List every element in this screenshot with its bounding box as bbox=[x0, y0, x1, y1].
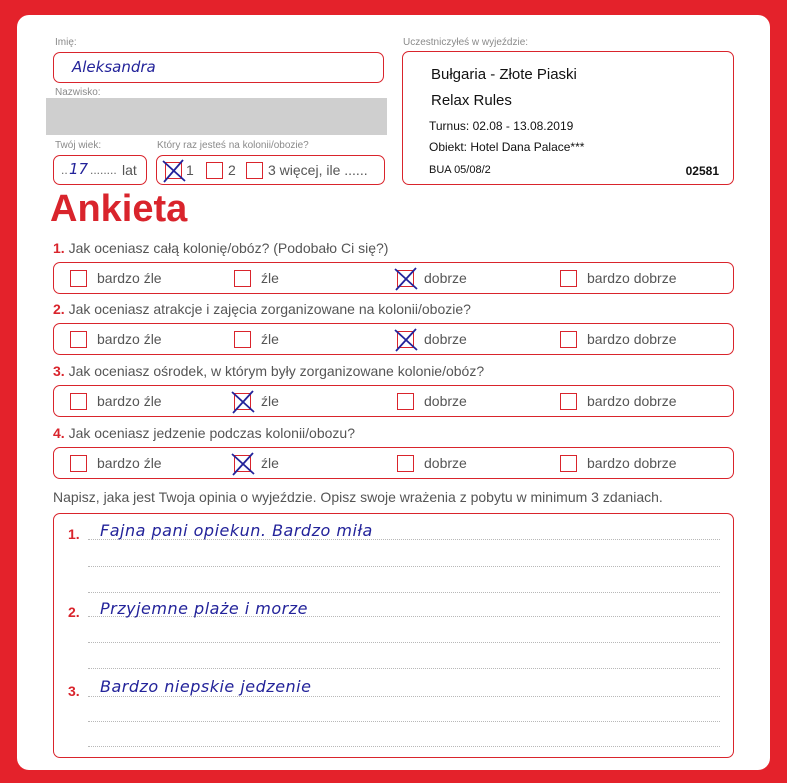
writing-line bbox=[88, 668, 720, 669]
times-label: Który raz jesteś na kolonii/obozie? bbox=[157, 140, 309, 151]
check-mark-icon bbox=[393, 266, 419, 292]
trip-code: BUA 05/08/2 bbox=[429, 164, 491, 176]
writing-line bbox=[88, 746, 720, 747]
trip-number: 02581 bbox=[685, 164, 719, 178]
question-1-checkbox-4[interactable] bbox=[560, 270, 577, 287]
question-4-checkbox-3[interactable] bbox=[397, 455, 414, 472]
age-value: 17 bbox=[69, 160, 89, 178]
answer-3-text: Bardzo niepskie jedzenie bbox=[100, 677, 312, 696]
question-1-option-2-label: źle bbox=[261, 270, 279, 286]
question-3-checkbox-4[interactable] bbox=[560, 393, 577, 410]
times-checkbox-1[interactable] bbox=[165, 162, 182, 179]
question-4-checkbox-4[interactable] bbox=[560, 455, 577, 472]
question-3-text bbox=[53, 363, 484, 379]
question-2-text bbox=[53, 301, 471, 317]
question-3-number: 3. bbox=[53, 363, 65, 379]
trip-destination: Bułgaria - Złote Piaski bbox=[431, 66, 577, 83]
question-3-label: Jak oceniasz ośrodek, w którym były zorganizowane kolonie/obóz? bbox=[68, 363, 485, 379]
question-3-option-1-label: bardzo źle bbox=[97, 393, 162, 409]
question-3-checkbox-3[interactable] bbox=[397, 393, 414, 410]
question-4-text bbox=[53, 425, 355, 441]
check-mark-icon bbox=[230, 389, 256, 415]
age-label: Twój wiek: bbox=[55, 140, 102, 151]
question-2-label: Jak oceniasz atrakcje i zajęcia zorganizowane na kolonii/obozie? bbox=[68, 301, 471, 317]
question-4-option-4-label: bardzo dobrze bbox=[587, 455, 677, 471]
opinion-prompt: Napisz, jaka jest Twoja opinia o wyjeździe. Opisz swoje wrażenia z pobytu w minimum 3 zdaniach. bbox=[53, 489, 663, 505]
name-value: Aleksandra bbox=[72, 58, 156, 76]
survey-title: Ankieta bbox=[50, 188, 188, 230]
name-field[interactable] bbox=[53, 52, 384, 83]
question-2-number: 2. bbox=[53, 301, 65, 317]
question-3-checkbox-1[interactable] bbox=[70, 393, 87, 410]
question-4-option-1-label: bardzo źle bbox=[97, 455, 162, 471]
times-option-3-label: 3 więcej, ile ...... bbox=[268, 162, 368, 178]
writing-line bbox=[88, 566, 720, 567]
question-3-checkbox-2[interactable] bbox=[234, 393, 251, 410]
question-2-option-1-label: bardzo źle bbox=[97, 331, 162, 347]
question-3-option-2-label: źle bbox=[261, 393, 279, 409]
name-label: Imię: bbox=[55, 37, 77, 48]
age-field[interactable]: .. 17 ........ lat bbox=[53, 155, 147, 185]
question-4-option-3-label: dobrze bbox=[424, 455, 467, 471]
answer-3-number: 3. bbox=[68, 683, 80, 699]
question-1-option-3-label: dobrze bbox=[424, 270, 467, 286]
answer-1-text: Fajna pani opiekun. Bardzo miła bbox=[100, 521, 373, 540]
check-mark-icon bbox=[393, 327, 419, 353]
trip-info-box bbox=[402, 51, 734, 185]
question-3-option-3-label: dobrze bbox=[424, 393, 467, 409]
trip-obiekt: Obiekt: Hotel Dana Palace*** bbox=[429, 140, 585, 154]
question-1-checkbox-2[interactable] bbox=[234, 270, 251, 287]
question-1-text bbox=[53, 240, 388, 256]
surname-redacted bbox=[46, 98, 387, 135]
question-4-number: 4. bbox=[53, 425, 65, 441]
question-4-checkbox-2[interactable] bbox=[234, 455, 251, 472]
question-1-label: Jak oceniasz całą kolonię/obóz? (Podobało Ci się?) bbox=[68, 240, 389, 256]
question-4-checkbox-1[interactable] bbox=[70, 455, 87, 472]
question-3-option-4-label: bardzo dobrze bbox=[587, 393, 677, 409]
check-mark-icon bbox=[230, 451, 256, 477]
question-1-checkbox-3[interactable] bbox=[397, 270, 414, 287]
question-1-number: 1. bbox=[53, 240, 65, 256]
question-4-option-2-label: źle bbox=[261, 455, 279, 471]
question-2-option-3-label: dobrze bbox=[424, 331, 467, 347]
writing-line bbox=[88, 592, 720, 593]
writing-line bbox=[88, 721, 720, 722]
question-2-checkbox-3[interactable] bbox=[397, 331, 414, 348]
question-2-checkbox-1[interactable] bbox=[70, 331, 87, 348]
times-field bbox=[156, 155, 385, 185]
question-2-checkbox-2[interactable] bbox=[234, 331, 251, 348]
question-2-option-2-label: źle bbox=[261, 331, 279, 347]
times-option-1-label: 1 bbox=[186, 162, 194, 178]
answer-2-text: Przyjemne plaże i morze bbox=[100, 599, 308, 618]
question-1-option-4-label: bardzo dobrze bbox=[587, 270, 677, 286]
question-2-checkbox-4[interactable] bbox=[560, 331, 577, 348]
surname-label: Nazwisko: bbox=[55, 87, 101, 98]
times-option-2-label: 2 bbox=[228, 162, 236, 178]
question-1-option-1-label: bardzo źle bbox=[97, 270, 162, 286]
participant-label: Uczestniczyłeś w wyjeździe: bbox=[403, 37, 529, 48]
question-2-option-4-label: bardzo dobrze bbox=[587, 331, 677, 347]
writing-line bbox=[88, 642, 720, 643]
times-checkbox-2[interactable] bbox=[206, 162, 223, 179]
times-checkbox-3[interactable] bbox=[246, 162, 263, 179]
answer-2-number: 2. bbox=[68, 604, 80, 620]
trip-turnus: Turnus: 02.08 - 13.08.2019 bbox=[429, 119, 574, 133]
trip-program: Relax Rules bbox=[431, 92, 512, 109]
question-1-checkbox-1[interactable] bbox=[70, 270, 87, 287]
writing-line bbox=[88, 696, 720, 697]
age-unit: lat bbox=[122, 162, 137, 178]
question-4-label: Jak oceniasz jedzenie podczas kolonii/obozu? bbox=[68, 425, 355, 441]
answer-1-number: 1. bbox=[68, 526, 80, 542]
